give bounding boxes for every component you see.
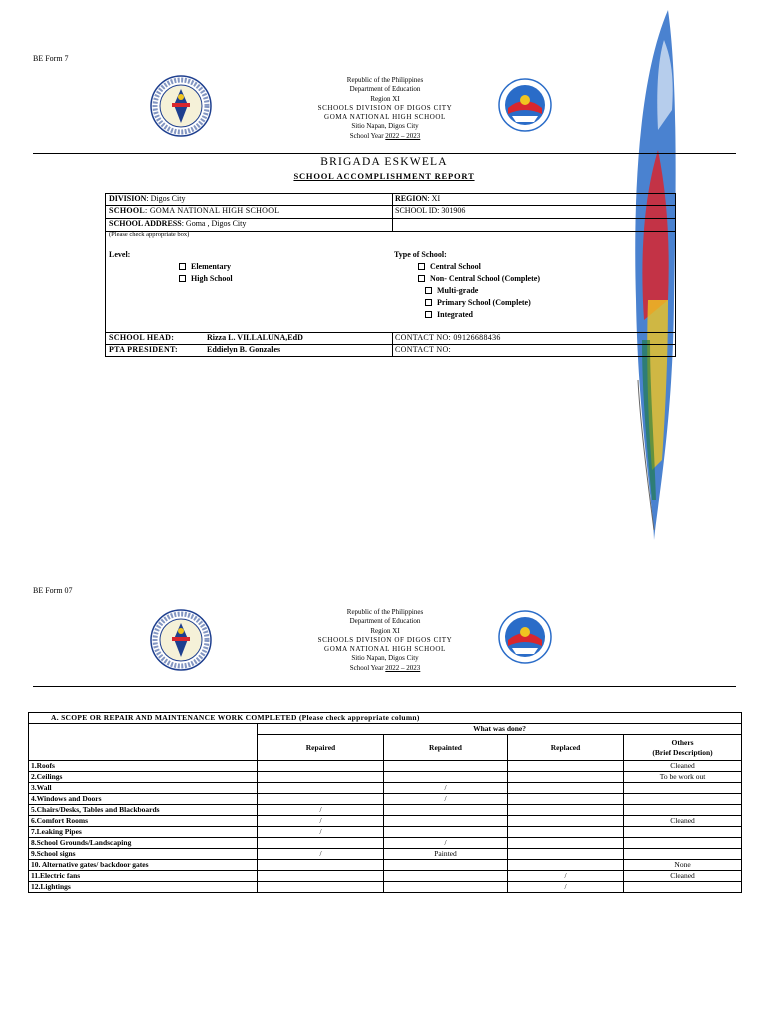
cell-repainted[interactable]: /: [384, 794, 508, 805]
cell-item: 2.Ceilings: [29, 772, 258, 783]
form-number: BE Form 7: [33, 54, 69, 63]
cell-repaired[interactable]: [258, 772, 384, 783]
cell-others[interactable]: [624, 838, 742, 849]
cell-replaced[interactable]: [508, 849, 624, 860]
header-line: Department of Education: [349, 617, 421, 626]
cell-item: 11.Electric fans: [29, 871, 258, 882]
header-line: Republic of the Philippines: [346, 608, 424, 616]
cell-others[interactable]: [624, 849, 742, 860]
cell-replaced[interactable]: [508, 772, 624, 783]
checkbox-icon[interactable]: [179, 263, 186, 270]
cell-repainted[interactable]: [384, 761, 508, 772]
level-option[interactable]: Elementary: [179, 262, 231, 271]
table-row: [29, 816, 742, 827]
cell-repainted[interactable]: [384, 772, 508, 783]
cell-item: 9.School signs: [29, 849, 258, 860]
address-field: SCHOOL ADDRESS: Goma , Digos City: [109, 219, 247, 228]
cell-item: 6.Comfort Rooms: [29, 816, 258, 827]
cell-repainted[interactable]: /: [384, 783, 508, 794]
school-year-line: School Year 2022 – 2023: [349, 131, 421, 140]
header-line: SCHOOLS DIVISION OF DIGOS CITY: [317, 103, 453, 112]
cell-replaced[interactable]: [508, 838, 624, 849]
checkbox-icon[interactable]: [425, 311, 432, 318]
pta-president-label: PTA PRESIDENT:: [109, 345, 179, 354]
cell-repaired[interactable]: [258, 871, 384, 882]
cell-others[interactable]: Cleaned: [624, 816, 742, 827]
header-line: Sitio Napan, Digos City: [351, 654, 419, 663]
header-line: GOMA NATIONAL HIGH SCHOOL: [324, 645, 446, 654]
what-was-done-header: What was done?: [258, 724, 742, 735]
cell-others[interactable]: [624, 805, 742, 816]
cell-item: 4.Windows and Doors: [29, 794, 258, 805]
header-line: Region XI: [370, 94, 400, 103]
cell-item: 7.Leaking Pipes: [29, 827, 258, 838]
table-row: [29, 783, 742, 794]
school-id-field: SCHOOL ID: 301906: [395, 206, 466, 215]
check-note: (Please check appropriate box): [109, 231, 190, 238]
cell-replaced[interactable]: [508, 860, 624, 871]
cell-repaired[interactable]: /: [258, 816, 384, 827]
checkbox-icon[interactable]: [425, 299, 432, 306]
cell-item: 12.Lightings: [29, 882, 258, 893]
cell-repaired[interactable]: /: [258, 849, 384, 860]
checkbox-icon[interactable]: [425, 287, 432, 294]
cell-item: 10. Alternative gates/ backdoor gates: [29, 860, 258, 871]
col-repainted: Repainted: [384, 735, 508, 761]
cell-repainted[interactable]: [384, 871, 508, 882]
header-line: Sitio Napan, Digos City: [351, 122, 419, 131]
item-header: [29, 724, 258, 761]
header-line: GOMA NATIONAL HIGH SCHOOL: [324, 113, 446, 122]
divider: [33, 686, 736, 687]
table-row: [29, 838, 742, 849]
cell-item: 5.Chairs/Desks, Tables and Blackboards: [29, 805, 258, 816]
table-row: [29, 794, 742, 805]
cell-repaired[interactable]: [258, 783, 384, 794]
cell-repaired[interactable]: [258, 860, 384, 871]
type-sub-option[interactable]: Integrated: [425, 310, 473, 319]
cell-others[interactable]: [624, 794, 742, 805]
type-label: Type of School:: [394, 250, 447, 259]
school-head-label: SCHOOL HEAD:: [109, 333, 175, 342]
header-line: Region XI: [370, 626, 400, 635]
cell-repaired[interactable]: [258, 761, 384, 772]
region-field: REGION: XI: [395, 194, 441, 203]
pta-president-value: Eddielyn B. Gonzales: [207, 345, 281, 354]
report-title: BRIGADA ESKWELA: [320, 156, 448, 168]
cell-repaired[interactable]: /: [258, 827, 384, 838]
cell-replaced[interactable]: /: [508, 882, 624, 893]
division-logo-icon: [498, 78, 552, 132]
cell-repainted[interactable]: /: [384, 838, 508, 849]
repair-maintenance-table: [28, 712, 742, 893]
cell-replaced[interactable]: [508, 827, 624, 838]
checkbox-icon[interactable]: [418, 263, 425, 270]
section-title: A. SCOPE OR REPAIR AND MAINTENANCE WORK COMPLETED (Please check appropriate column): [29, 713, 742, 724]
table-row: [29, 849, 742, 860]
cell-others[interactable]: Cleaned: [624, 871, 742, 882]
divider: [33, 153, 736, 154]
pta-contact: CONTACT NO:: [395, 345, 452, 354]
cell-others[interactable]: To be work out: [624, 772, 742, 783]
header-line: SCHOOLS DIVISION OF DIGOS CITY: [317, 635, 453, 644]
school-info-table: [105, 193, 676, 357]
level-option[interactable]: High School: [179, 274, 233, 283]
deped-seal-icon: [150, 75, 212, 137]
report-subtitle: SCHOOL ACCOMPLISHMENT REPORT: [293, 171, 475, 181]
table-row: [29, 805, 742, 816]
cell-replaced[interactable]: [508, 761, 624, 772]
cell-repainted[interactable]: Painted: [384, 849, 508, 860]
col-repaired: Repaired: [258, 735, 384, 761]
cell-repaired[interactable]: /: [258, 805, 384, 816]
deped-seal-icon: [150, 609, 212, 671]
cell-replaced[interactable]: [508, 783, 624, 794]
cell-others[interactable]: Cleaned: [624, 761, 742, 772]
col-others: Others (Brief Description): [624, 735, 742, 761]
cell-replaced[interactable]: [508, 794, 624, 805]
cell-item: 3.Wall: [29, 783, 258, 794]
cell-others[interactable]: [624, 827, 742, 838]
type-option[interactable]: Non- Central School (Complete): [418, 274, 540, 283]
division-field: DIVISION: Digos City: [109, 194, 186, 203]
cell-repainted[interactable]: [384, 805, 508, 816]
header-line: Department of Education: [349, 85, 421, 94]
school-field: SCHOOL: GOMA NATIONAL HIGH SCHOOL: [109, 206, 280, 215]
table-row: [29, 860, 742, 871]
table-row: [29, 871, 742, 882]
form-number: BE Form 07: [33, 586, 73, 595]
division-logo-icon: [498, 610, 552, 664]
cell-item: 8.School Grounds/Landscaping: [29, 838, 258, 849]
cell-repainted[interactable]: [384, 882, 508, 893]
type-option[interactable]: Central School: [418, 262, 481, 271]
table-row: [29, 761, 742, 772]
header-line: Republic of the Philippines: [346, 76, 424, 84]
cell-repaired[interactable]: [258, 882, 384, 893]
type-sub-option[interactable]: Multi-grade: [425, 286, 478, 295]
cell-others[interactable]: None: [624, 860, 742, 871]
cell-repaired[interactable]: [258, 794, 384, 805]
cell-replaced[interactable]: [508, 816, 624, 827]
cell-others[interactable]: [624, 882, 742, 893]
checkbox-icon[interactable]: [418, 275, 425, 282]
cell-others[interactable]: [624, 783, 742, 794]
cell-repainted[interactable]: [384, 860, 508, 871]
school-head-contact: CONTACT NO: 09126688436: [395, 333, 501, 342]
cell-replaced[interactable]: /: [508, 871, 624, 882]
table-row: [29, 882, 742, 893]
table-row: [29, 827, 742, 838]
cell-item: 1.Roofs: [29, 761, 258, 772]
cell-repaired[interactable]: [258, 838, 384, 849]
cell-repainted[interactable]: [384, 816, 508, 827]
type-sub-option[interactable]: Primary School (Complete): [425, 298, 531, 307]
cell-repainted[interactable]: [384, 827, 508, 838]
table-row: [29, 772, 742, 783]
letterhead: [250, 76, 520, 141]
cell-replaced[interactable]: [508, 805, 624, 816]
col-replaced: Replaced: [508, 735, 624, 761]
school-year-line: School Year 2022 – 2023: [349, 663, 421, 672]
checkbox-icon[interactable]: [179, 275, 186, 282]
letterhead: [250, 608, 520, 673]
level-label: Level:: [109, 250, 131, 259]
school-head-value: Rizza L. VILLALUNA,EdD: [207, 333, 303, 342]
